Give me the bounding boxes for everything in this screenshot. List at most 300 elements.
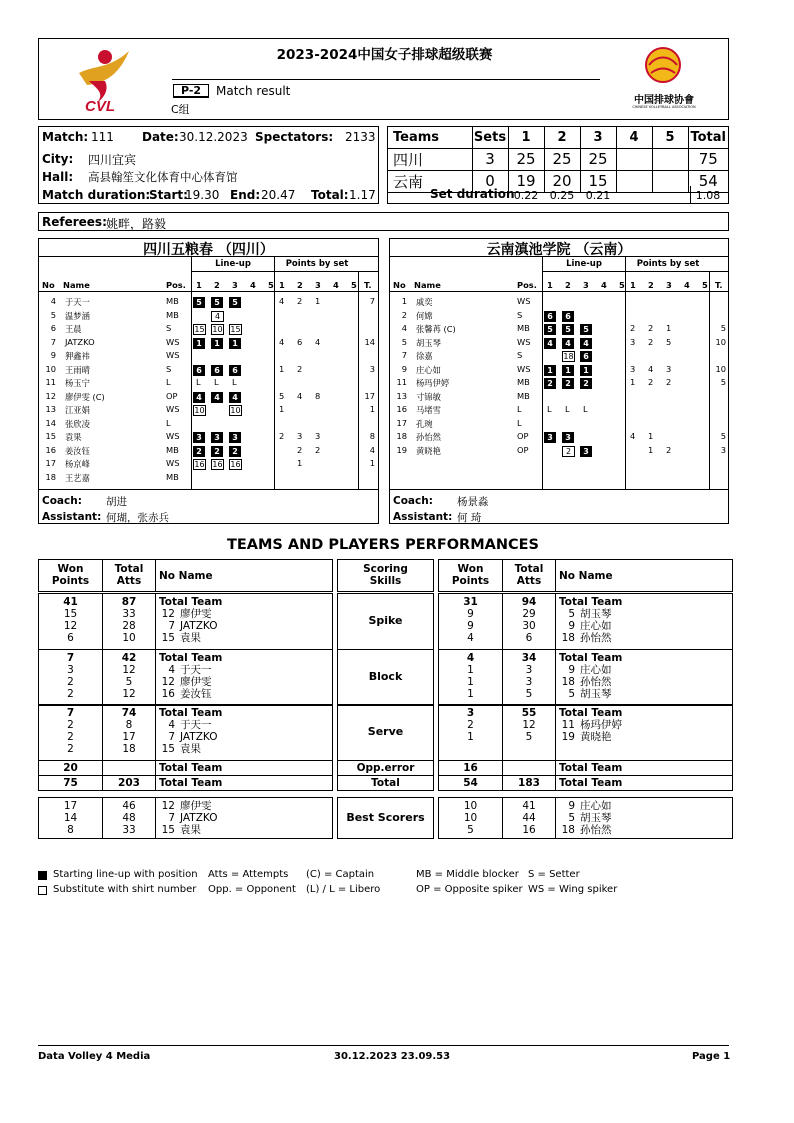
player-name: 孙怡然	[580, 824, 612, 836]
best-scorers-label: Best Scorers	[346, 811, 425, 824]
player-row	[390, 418, 728, 432]
player-name: 张欣凌	[65, 418, 90, 429]
won-points: 9	[467, 620, 474, 632]
header-atts: Total Atts	[514, 563, 544, 587]
won-points: 16	[463, 762, 478, 774]
divider	[390, 489, 728, 490]
set-score: 15	[580, 170, 616, 192]
lineup-start-marker: 3	[580, 446, 592, 457]
player-name: 王晨	[65, 324, 82, 334]
points-by-set: 4	[630, 431, 636, 441]
col-points-set: 5	[351, 280, 357, 290]
end-label: End:	[230, 188, 261, 202]
points-by-set: 2	[648, 323, 654, 333]
assistant-label: Assistant:	[42, 511, 102, 523]
lineup-start-marker: 4	[211, 392, 223, 403]
won-points: 2	[67, 688, 74, 700]
player-number: 19	[561, 731, 575, 743]
player-number: 9	[50, 350, 56, 360]
player-number: 15	[161, 743, 175, 755]
total-atts: 5	[525, 688, 533, 700]
lineup-sub-marker: 16	[194, 460, 205, 469]
player-position: MB	[166, 296, 179, 306]
th-set4: 4	[616, 127, 652, 148]
match-info-box	[38, 126, 379, 204]
lineup-start-marker: 2	[580, 378, 592, 389]
city-value: 四川宜宾	[88, 153, 137, 167]
legend-starting: Starting line-up with position	[53, 869, 198, 880]
summary-label-box	[337, 775, 434, 791]
lineup-start-marker: 1	[544, 365, 556, 376]
player-name: Total Team	[559, 652, 623, 664]
won-points: 3	[67, 664, 74, 676]
skill-name: Serve	[367, 724, 404, 738]
set-score	[616, 148, 652, 170]
team-label: Total Team	[159, 777, 223, 789]
player-number: 15	[161, 824, 175, 836]
total-atts: 5	[525, 731, 533, 743]
player-number: 18	[561, 676, 575, 688]
sets-won: 0	[472, 170, 508, 192]
legend-mb: MB = Middle blocker	[416, 869, 519, 880]
col-points-set: 2	[297, 280, 303, 290]
player-number: 18	[561, 632, 575, 644]
won-points: 2	[67, 676, 74, 688]
player-number: 18	[45, 471, 56, 482]
lineup-start-marker: 5	[562, 324, 574, 335]
player-number: 6	[50, 323, 56, 333]
lineup-sub-marker: 10	[194, 406, 205, 415]
match-label: Match:	[42, 130, 89, 144]
coach-name: 胡进	[106, 496, 127, 508]
summary-label-box	[337, 760, 434, 776]
total-atts: 44	[522, 812, 536, 824]
summary-row-a	[38, 760, 333, 776]
divider	[155, 776, 156, 790]
lineup-start-marker: 6	[562, 311, 574, 322]
points-by-set: 8	[315, 390, 321, 401]
col-lineup-set: 2	[214, 280, 220, 290]
points-by-set: 2	[666, 377, 672, 387]
set-duration-label: Set duration	[430, 187, 515, 201]
player-number: 5	[568, 688, 575, 700]
skill-block-a	[38, 704, 333, 761]
divider	[690, 186, 691, 204]
player-name: 王艺嘉	[65, 472, 90, 483]
player-name: 孔琬	[416, 418, 433, 429]
player-name: 于天一	[180, 719, 212, 731]
th-total: Total	[688, 127, 728, 148]
won-points: 2	[67, 719, 74, 731]
player-name: JATZKO	[65, 336, 95, 347]
player-number: 9	[568, 664, 575, 676]
set-score: 25	[508, 148, 544, 170]
player-total: 8	[369, 431, 375, 441]
won-points: 1	[467, 688, 474, 700]
footer-line	[38, 1045, 729, 1046]
score-table	[388, 127, 728, 193]
lineup-sub-marker: 10	[230, 406, 241, 415]
col-lineup-set: 4	[601, 280, 607, 290]
date-label: Date:	[142, 130, 179, 144]
divider	[555, 776, 556, 790]
skill-name: Spike	[368, 613, 403, 627]
th-sets: Sets	[472, 127, 508, 148]
end-time: 20.47	[261, 188, 296, 202]
player-name: Total Team	[159, 652, 223, 664]
player-total: 5	[720, 323, 726, 333]
player-position: WS	[166, 350, 180, 360]
footer-center: 30.12.2023 23.09.53	[334, 1051, 451, 1062]
lineup-start-marker: 4	[580, 338, 592, 349]
player-position: WS	[517, 336, 531, 347]
coach-label: Coach:	[393, 495, 433, 507]
lineup-start-marker: 6	[229, 365, 241, 376]
team-b-box	[389, 238, 729, 524]
performance-title: TEAMS AND PLAYERS PERFORMANCES	[226, 537, 539, 553]
player-number: 13	[45, 404, 56, 414]
lineup-start-marker: 6	[193, 365, 205, 376]
best-scorers-a	[38, 797, 333, 839]
player-name: Total Team	[559, 596, 623, 608]
header-noname: No Name	[159, 570, 213, 582]
won-points: 2	[467, 719, 474, 731]
lineup-libero: L	[232, 377, 237, 387]
lineup-start-marker: 3	[193, 432, 205, 443]
player-position: MB	[517, 323, 530, 333]
match-number: 111	[91, 130, 114, 144]
lineup-start-marker: 5	[193, 297, 205, 308]
header-box	[38, 38, 729, 120]
points-by-set: 4	[297, 390, 303, 401]
col-lineup-set: 1	[547, 280, 553, 290]
legend-substitute: Substitute with shirt number	[53, 884, 197, 895]
lineup-libero: L	[196, 377, 201, 387]
score-box	[387, 126, 729, 204]
total-duration: 1.17	[349, 188, 376, 202]
cvl-logo-text: CVL	[85, 98, 115, 113]
summary-label: Opp.error	[356, 762, 415, 774]
summary-row-b	[438, 775, 733, 791]
player-number: 12	[45, 390, 56, 401]
divider	[555, 761, 556, 775]
player-number: 4	[168, 719, 175, 731]
player-name: 狎鑫袆	[65, 351, 90, 361]
player-name: 何嫦	[416, 310, 433, 321]
lineup-start-marker: 5	[580, 324, 592, 335]
player-number: 5	[401, 336, 407, 347]
points-by-set: 2	[297, 363, 303, 374]
player-position: L	[517, 417, 522, 428]
won-points: 20	[63, 762, 78, 774]
th-set3: 3	[580, 127, 616, 148]
lineup-libero: L	[547, 404, 552, 414]
won-points: 17	[63, 800, 78, 812]
col-lineup-set: 1	[196, 280, 202, 290]
player-name: 廖伊雯 (C)	[65, 391, 105, 402]
divider	[155, 650, 156, 705]
player-name: 姜汝钰	[180, 688, 212, 700]
player-number: 12	[161, 800, 175, 812]
perf-header-a	[38, 559, 333, 592]
player-number: 7	[168, 620, 175, 632]
total-atts: 55	[521, 707, 537, 719]
col-total: T.	[364, 280, 372, 290]
player-name: 孙怡然	[580, 676, 612, 688]
coach-name: 杨景淼	[457, 496, 489, 508]
total-atts: 28	[122, 620, 136, 632]
legend-libero: (L) / L = Libero	[306, 884, 381, 895]
total-atts: 48	[122, 812, 136, 824]
lineup-start-marker: 4	[229, 392, 241, 403]
player-row	[39, 377, 378, 391]
divider	[155, 560, 156, 591]
player-number: 7	[50, 336, 56, 347]
player-number: 11	[561, 719, 575, 731]
won-points: 1	[467, 676, 474, 688]
player-number: 7	[168, 731, 175, 743]
col-points-set: 4	[333, 280, 339, 290]
player-name: 杨玛伊婷	[416, 378, 450, 388]
legend-ws: WS = Wing spiker	[528, 884, 618, 895]
total-atts: 74	[121, 707, 137, 719]
starting-square-icon	[38, 871, 47, 880]
set-score	[652, 170, 688, 192]
player-row	[390, 364, 728, 378]
divider	[102, 761, 103, 775]
start-time: 19.30	[185, 188, 220, 202]
set-score: 25	[544, 148, 580, 170]
player-row	[390, 310, 728, 324]
player-position: MB	[166, 471, 179, 482]
set-score: 25	[580, 148, 616, 170]
won-points: 8	[67, 824, 74, 836]
assistant-label: Assistant:	[393, 511, 453, 523]
points-header: Points by set	[636, 259, 700, 269]
th-set2: 2	[544, 127, 580, 148]
hall-value: 高县翰笙文化体育中心体育馆	[88, 170, 238, 184]
col-points-set: 2	[648, 280, 654, 290]
player-number: 16	[161, 688, 175, 700]
total-atts: 29	[522, 608, 536, 620]
player-name: Total Team	[559, 707, 623, 719]
perf-header-b	[438, 559, 733, 592]
won-points: 10	[463, 800, 478, 812]
lineup-start-marker: 2	[211, 446, 223, 457]
set-score: 19	[508, 170, 544, 192]
set-duration: 0.25	[549, 189, 575, 202]
skill-block-b	[438, 704, 733, 761]
player-number: 9	[568, 620, 575, 632]
total-atts: 34	[521, 652, 537, 664]
total-points: 54	[688, 170, 728, 192]
title-underline	[172, 79, 600, 80]
col-lineup-set: 2	[565, 280, 571, 290]
set-duration: 0.22	[513, 189, 539, 202]
set-score: 20	[544, 170, 580, 192]
player-total: 10	[715, 336, 726, 347]
player-name: 庄心如	[416, 364, 441, 375]
won-points: 14	[63, 812, 78, 824]
header-won: Won Points	[51, 563, 90, 587]
player-name: 徐嘉	[416, 351, 433, 361]
total-atts: 42	[121, 652, 137, 664]
lineup-sub-marker: 15	[194, 325, 205, 334]
lineup-sub-marker: 16	[230, 460, 241, 469]
footer-right: Page 1	[692, 1051, 731, 1062]
lineup-start-marker: 3	[544, 432, 556, 443]
won-points: 54	[463, 777, 478, 789]
divider	[155, 705, 156, 760]
points-by-set: 5	[666, 336, 672, 347]
col-lineup-set: 3	[232, 280, 238, 290]
lineup-header: Line-up	[566, 259, 602, 269]
player-name: 庄心如	[580, 800, 612, 812]
won-points: 7	[66, 707, 75, 719]
doc-title: Match result	[216, 84, 291, 98]
lineup-start-marker: 1	[211, 338, 223, 349]
summary-row-b	[438, 760, 733, 776]
lineup-sub-marker: 16	[212, 460, 223, 469]
legend	[38, 869, 738, 901]
skill-name-box	[337, 649, 434, 706]
lineup-libero: L	[214, 377, 219, 387]
skill-block-a	[38, 649, 333, 706]
player-name: 胡玉琴	[580, 608, 612, 620]
player-total: 10	[715, 363, 726, 374]
player-position: MB	[517, 377, 530, 387]
total-atts: 5	[125, 676, 133, 688]
total-atts: 18	[122, 743, 136, 755]
player-total: 14	[364, 336, 375, 347]
player-position: WS	[517, 296, 531, 306]
points-by-set: 3	[666, 363, 672, 374]
player-name: Total Team	[159, 707, 223, 719]
won-points: 31	[463, 596, 478, 608]
team-label: Total Team	[559, 762, 623, 774]
total-atts: 33	[122, 608, 136, 620]
points-by-set: 4	[279, 296, 285, 306]
player-total: 5	[720, 431, 726, 441]
player-position: MB	[517, 390, 530, 401]
total-atts: 183	[518, 777, 540, 789]
set-score	[616, 170, 652, 192]
points-by-set: 1	[648, 431, 654, 441]
divider	[191, 271, 378, 272]
lineup-start-marker: 2	[562, 378, 574, 389]
player-position: OP	[517, 431, 529, 441]
lineup-start-marker: 2	[193, 446, 205, 457]
player-name: 黄晓艳	[580, 731, 612, 743]
referees-names: 姚畔，路毅	[106, 217, 167, 231]
set-duration: 0.21	[585, 189, 611, 202]
player-number: 10	[45, 363, 56, 374]
points-by-set: 2	[648, 336, 654, 347]
player-name: 戚奕	[416, 297, 433, 307]
lineup-start-marker: 5	[229, 297, 241, 308]
skill-name: Block	[368, 669, 403, 683]
won-points: 1	[467, 664, 474, 676]
match-date: 30.12.2023	[179, 130, 248, 144]
cva-logo-sub: CHINESE VOLLEYBALL ASSOCIATION	[632, 105, 696, 109]
header-skills: Scoring Skills	[363, 563, 408, 587]
cva-logo	[637, 45, 689, 85]
divider	[155, 798, 156, 838]
points-by-set: 4	[648, 363, 654, 374]
col-lineup-set: 5	[268, 280, 274, 290]
player-row	[390, 350, 728, 364]
lineup-start-marker: 3	[562, 432, 574, 443]
player-name: 杨玉宁	[65, 378, 90, 388]
lineup-libero: L	[565, 404, 570, 414]
player-name: 马堵雪	[416, 405, 441, 415]
won-points: 6	[67, 632, 74, 644]
player-position: S	[517, 350, 523, 360]
team-name: 四川	[388, 148, 472, 170]
player-name: 于天一	[180, 664, 212, 676]
player-name: 温梦涵	[65, 310, 90, 321]
player-number: 1	[401, 296, 407, 306]
player-name: 袁果	[180, 824, 201, 836]
team-label: Total Team	[559, 777, 623, 789]
divider	[502, 761, 503, 775]
doc-code: P-2	[173, 84, 209, 98]
team-name-title: 云南滇池学院 （云南）	[390, 239, 728, 257]
divider	[555, 594, 556, 649]
player-number: 11	[396, 377, 407, 387]
player-row	[390, 296, 728, 310]
player-row	[39, 350, 378, 364]
divider	[39, 489, 378, 490]
skill-block-a	[38, 593, 333, 650]
lineup-sub-marker: 4	[211, 311, 224, 322]
won-points: 75	[63, 777, 78, 789]
col-no: No	[393, 280, 406, 290]
lineup-header: Line-up	[215, 259, 251, 269]
divider	[390, 291, 728, 292]
skill-name-box	[337, 593, 434, 650]
player-name: JATZKO	[180, 731, 218, 743]
divider	[555, 560, 556, 591]
header-atts: Total Atts	[114, 563, 144, 587]
player-number: 18	[396, 431, 407, 441]
divider	[39, 291, 378, 292]
points-by-set: 3	[630, 336, 636, 347]
player-name: 杨玛伊婷	[580, 719, 622, 731]
col-points-set: 4	[684, 280, 690, 290]
header-noname: No Name	[559, 570, 613, 582]
player-position: S	[166, 363, 172, 374]
player-name: JATZKO	[180, 620, 218, 632]
points-by-set: 2	[666, 444, 672, 455]
total-atts: 6	[525, 632, 533, 644]
points-by-set: 2	[630, 323, 636, 333]
points-by-set: 4	[279, 336, 285, 347]
spectators-label: Spectators:	[255, 130, 334, 144]
points-by-set: 3	[315, 431, 321, 441]
total-points: 75	[688, 148, 728, 170]
lineup-start-marker: 5	[211, 297, 223, 308]
col-lineup-set: 5	[619, 280, 625, 290]
lineup-start-marker: 2	[544, 378, 556, 389]
player-number: 2	[401, 309, 407, 320]
legend-opp: Opp. = Opponent	[208, 884, 296, 895]
total-atts: 203	[118, 777, 140, 789]
player-position: WS	[166, 404, 180, 414]
points-by-set: 3	[630, 363, 636, 374]
player-position: OP	[166, 390, 178, 401]
col-points-set: 5	[702, 280, 708, 290]
